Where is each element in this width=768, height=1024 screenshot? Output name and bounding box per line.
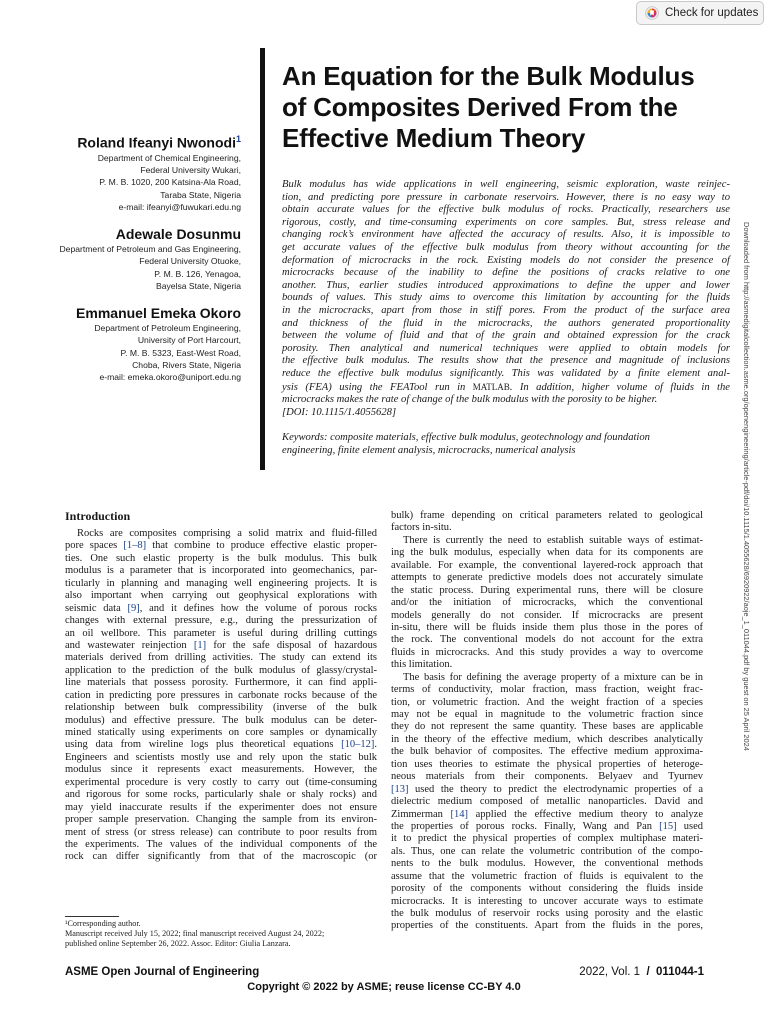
text-line: line materials that possess porosity. Furthermore, it can find appli-	[65, 677, 377, 689]
author-affiliation-line: Department of Petroleum Engineering,	[94, 323, 241, 333]
citation-link[interactable]: [10–12]	[341, 739, 375, 751]
text-line: reduce the effective bulk modulus significantly. This was validated by a finite element anal-	[282, 367, 730, 379]
text-line: microcracks. It is interesting to uncover accurate ways to estimate	[391, 895, 703, 907]
text-line: deformation of microcracks in the rock. Existing models do not consider the presence of	[282, 254, 730, 266]
text-line: ysis (FEA) using the FEATool run in MATLAB. In addition, higher volume of fluids in the	[282, 381, 731, 393]
text-line: in-situ, there will be fluids inside them plus those in the pores of	[391, 621, 703, 633]
text-line: ment of stress (or stress release) can contribute to poor results from	[65, 826, 377, 838]
citation-link[interactable]: [1–8]	[123, 540, 147, 552]
text-line: ties. One such elastic property is the bulk modulus. This bulk	[65, 552, 377, 564]
text-line: and thickness of the fluid in the microcracks, the authors generated proportionality	[282, 317, 730, 329]
text-line: this limitation.	[391, 659, 453, 671]
section-heading-introduction: Introduction	[65, 509, 131, 523]
author-email[interactable]: e-mail: emeka.okoro@uniport.edu.ng	[99, 372, 241, 383]
text-line: modulus is a parameter that is incorporated into geomechanics, par-	[65, 565, 377, 577]
column-text	[391, 510, 703, 933]
author-name: Roland Ifeanyi Nwonodi$^1$	[77, 134, 241, 151]
abstract	[282, 179, 730, 419]
footnote	[65, 919, 377, 950]
text-line: the bulk modulus of reservoir rocks using porosity and the elastic	[391, 908, 703, 919]
small-caps-text: MATLAB	[472, 381, 510, 392]
text-line: pore spaces [1–8] that combine to produce effective elastic proper-	[65, 540, 377, 552]
footnote-line: Manuscript received July 15, 2022; final manuscript received August 24, 2022;	[65, 929, 325, 939]
text-line: cation in predicting pore pressures in carbonate rocks because of the	[65, 689, 377, 701]
author-affiliation-line: Choba, Rivers State, Nigeria	[132, 359, 241, 370]
text-line: als. Thus, one can relate the volumetric contribution of the compo-	[391, 845, 703, 857]
author-affiliation-line: Bayelsa State, Nigeria	[155, 280, 241, 291]
text-line: microcracks because of the inability to define the positions of cracks relative to one	[282, 267, 730, 279]
text-line: neous materials from their components. Belyaev and Tyurnev	[391, 771, 703, 783]
text-line: dielectric medium composed of metallic nanoparticles. David and	[391, 796, 703, 808]
text-line: Rocks are composites comprising a solid matrix and fluid-filled	[77, 528, 377, 539]
column-text	[65, 528, 377, 864]
text-line: mined statically using experiments on core samples or dynamically	[65, 727, 377, 738]
citation-link[interactable]: [1]	[193, 639, 207, 651]
text-line: porosity. Then analytical and numerical techniques were applied to obtain models for	[282, 342, 730, 354]
paper-title	[282, 61, 752, 154]
text-line: modulus since it represents exact measurements. However, the	[65, 764, 377, 776]
text-line: ticularly in planning and managing well engineering projects. It is	[65, 577, 377, 589]
footnote-line: published online September 26, 2022. Assoc. Editor: Giulia Lanzara.	[65, 939, 291, 949]
text-line: application to the prediction of the bulk modulus of glassy/crystal-	[65, 664, 377, 676]
text-line: using data from wireline logs plus theoretical equations [10–12].	[65, 739, 377, 751]
text-line: assume that the volumetric fraction of fluids is equivalent to the	[391, 870, 703, 882]
author-affiliation-line: Department of Petroleum and Gas Engineering,	[59, 244, 241, 254]
text-line: experimental procedure is very costly to carry out (time-consuming	[65, 776, 377, 788]
author-affiliation-line: P. M. B. 1020, 200 Katsina-Ala Road,	[99, 177, 241, 188]
title-line: An Equation for the Bulk Modulus	[282, 61, 695, 91]
article-number: 011044-1	[656, 966, 704, 978]
text-line: bounds of values. This study aims to overcome this limitation by accounting for the fluids	[282, 292, 730, 304]
text-line: and wastewater reinjection [1] for the safe disposal of hazardous	[65, 639, 377, 651]
text-line: The basis for defining the average property of a mixture can be in	[403, 671, 703, 683]
text-line: changing rock’s environment have affected the accuracy of results. Also, it is impossible to	[282, 229, 730, 241]
year-volume: 2022, Vol. 1	[579, 966, 641, 978]
author-name: Emmanuel Emeka Okoro	[76, 305, 241, 321]
citation-link[interactable]: [9]	[127, 602, 140, 614]
text-line: Keywords: composite materials, effective bulk modulus, geotechnology and foundation	[282, 432, 650, 443]
body-column-right	[391, 510, 703, 933]
text-line: seismic data [9], and it defines how the volume of porous rocks	[65, 602, 377, 614]
text-line: attempts to generate predictive models does not accurately simulate	[391, 572, 703, 584]
text-line: [DOI: 10.1115/1.4055628]	[282, 406, 397, 418]
text-line: get accurate values of the effective bulk modulus from theory without accounting for the	[282, 241, 730, 253]
text-line: porosity of the components without considering the fluids inside	[391, 883, 703, 895]
text-line: between the volume of fluid and that of the grain and obtained expression for the crack	[282, 330, 730, 342]
author-affiliation-line: Federal University Wukari,	[140, 164, 241, 175]
page-info	[579, 966, 704, 978]
keywords	[282, 432, 730, 457]
text-line: rock can differ significantly from that of the macroscopic (or	[65, 851, 377, 863]
check-for-updates-button[interactable]	[636, 1, 764, 25]
text-line: Zimmerman [14] applied the effective medium theory to analyze	[391, 808, 703, 820]
text-line: in the theory of the effective medium, which describes analytically	[391, 733, 703, 745]
author-block-2	[59, 226, 241, 292]
text-line: may not be equal in magnitude to the volumetric fraction since	[391, 709, 703, 720]
text-line: the effective bulk modulus. The results show that the presence and magnitude of inclusions	[282, 355, 730, 367]
text-line: engineering, finite element analysis, microcracks, numerical analysis	[282, 444, 576, 456]
text-line: modulus) and effective pressure. The bulk modulus can be deter-	[65, 714, 377, 726]
text-line: it to predict the physical properties of complex multiphase materi-	[391, 833, 703, 845]
author-affiliation-line: Taraba State, Nigeria	[160, 189, 241, 200]
text-line: [13] used the theory to predict the electrodynamic properties of a	[391, 783, 703, 795]
text-line: models generally do not consider. If microcracks are present	[391, 609, 703, 621]
author-block-3	[76, 305, 241, 383]
slash: /	[646, 966, 650, 978]
title-vertical-rule	[260, 48, 265, 470]
text-line: ing the bulk modulus, especially when data for its components are	[391, 547, 703, 559]
text-line: the properties of porous rocks. Finally, Wang and Pan [15] used	[391, 820, 703, 832]
text-line: the experiments. The values of the individual components of the	[65, 838, 377, 850]
text-line: Engineers and scientists mostly use and rely upon the static bulk	[65, 751, 377, 763]
text-line: and/or the initiation of microcracks, which the conventional	[391, 597, 703, 609]
text-line: relationship between bulk compressibility (inverse of the bulk	[65, 702, 377, 714]
text-line: properties of the constituents. Apart from the fluids in the pores,	[391, 920, 703, 932]
text-line: available. For example, the conventional layered-rock approach that	[391, 559, 703, 571]
text-line: terms of conductivity, molar fraction, mass fraction, weight frac-	[391, 684, 703, 696]
text-line: changes with external pressure, e.g., during the pressurization of	[65, 615, 377, 627]
copyright-notice: Copyright © 2022 by ASME; reuse license CC-BY 4.0	[247, 981, 521, 993]
text-line: microcracks makes the rate of change of the bulk modulus with the porosity to be higher.	[282, 394, 658, 406]
text-line: the static process. During experimental runs, there will be closure	[391, 584, 703, 596]
text-line: tion uses theories to estimate the physical properties of heteroge-	[391, 758, 703, 770]
author-affiliation-line: Federal University Otuoke,	[139, 256, 241, 267]
citation-link[interactable]: [15]	[659, 820, 677, 832]
title-line: of Composites Derived From the	[282, 92, 678, 122]
text-line: proper sample preservation. Changing the sample from its environ-	[65, 814, 377, 826]
journal-name: ASME Open Journal of Engineering	[65, 966, 260, 978]
text-line: and rigorous for some rocks, particularly shale or shaly rocks) and	[65, 789, 377, 801]
author-affiliation-line: P. M. B. 126, Yenagoa,	[154, 268, 241, 279]
check-for-updates-icon	[645, 6, 659, 20]
download-watermark	[741, 222, 753, 1022]
text-line: factors in-situ.	[391, 522, 452, 534]
text-line: tion, or volumetric fraction. And the weight fraction of a species	[391, 696, 703, 708]
text-line: tion, and predicting pore pressure in carbonate reservoirs. However, there is no easy way to	[282, 191, 730, 203]
author-affiliation-line: University of Port Harcourt,	[137, 335, 241, 346]
citation-link[interactable]: [13]	[391, 783, 409, 795]
text-line: may yield inaccurate results if the experimenter does not ensure	[65, 801, 377, 813]
text-line: they do not represent the same quantity. These bases are applicable	[391, 721, 703, 733]
body-column-left	[65, 510, 377, 864]
text-line: in the microcracks, apart from those in stiff pores. From the product of the surface area	[282, 304, 730, 316]
text-line: obtain accurate values for the effective bulk modulus of rocks. Practically, researchers use	[282, 204, 730, 216]
text-line: an oil wellbore. This parameter is useful during drilling cuttings	[65, 627, 377, 639]
text-line: the rock. The conventional models do not account for the extra	[391, 634, 703, 646]
text-line: nents to the bulk modulus. However, the conventional methods	[391, 858, 703, 870]
text-line: bulk) frame depending on critical parameters related to geological	[391, 510, 703, 521]
author-email[interactable]: e-mail: ifeanyi@fuwukari.edu.ng	[118, 201, 241, 212]
text-line: materials derived from drilling activities. The study can extend its	[65, 652, 377, 664]
corresponding-author-marker[interactable]: 1	[235, 134, 241, 144]
check-for-updates-label: Check for updates	[665, 7, 759, 19]
text-line: There is currently the need to establish suitable ways of estimat-	[403, 534, 703, 546]
author-name: Adewale Dosunmu	[115, 226, 241, 242]
text-line: another. Thus, earlier studies introduced approximations to define the upper and lower	[282, 279, 730, 291]
author-block-1	[77, 131, 241, 213]
text-line: the bulk behavior of composites. The effective medium approxima-	[391, 746, 703, 758]
text-line: fluids in microcracks. And this study provides a way to overcome	[391, 646, 703, 658]
author-affiliation-line: P. M. B. 5323, East-West Road,	[120, 347, 241, 358]
text-line: also important when carrying out geophysical explorations with	[65, 590, 377, 602]
citation-link[interactable]: [14]	[450, 808, 469, 820]
footnote-line: ¹Corresponding author.	[65, 919, 141, 928]
author-affiliation-line: Department of Chemical Engineering,	[97, 152, 241, 163]
download-watermark-text: Downloaded from http://asmedigitalcollection.asme.org/openengineering/article-pdf/doi/10.1115/1.4055628/6920922/aoje_1_011044.pdf by guest on 25 April 2024	[742, 222, 751, 751]
title-line: Effective Medium Theory	[282, 123, 586, 153]
text-line: rigorous, costly, and time-consuming experiments on core samples. But, stress release and	[282, 216, 730, 228]
footnote-rule	[65, 916, 119, 917]
text-line: Bulk modulus has wide applications in well engineering, seismic exploration, waste reinjec-	[282, 179, 730, 190]
